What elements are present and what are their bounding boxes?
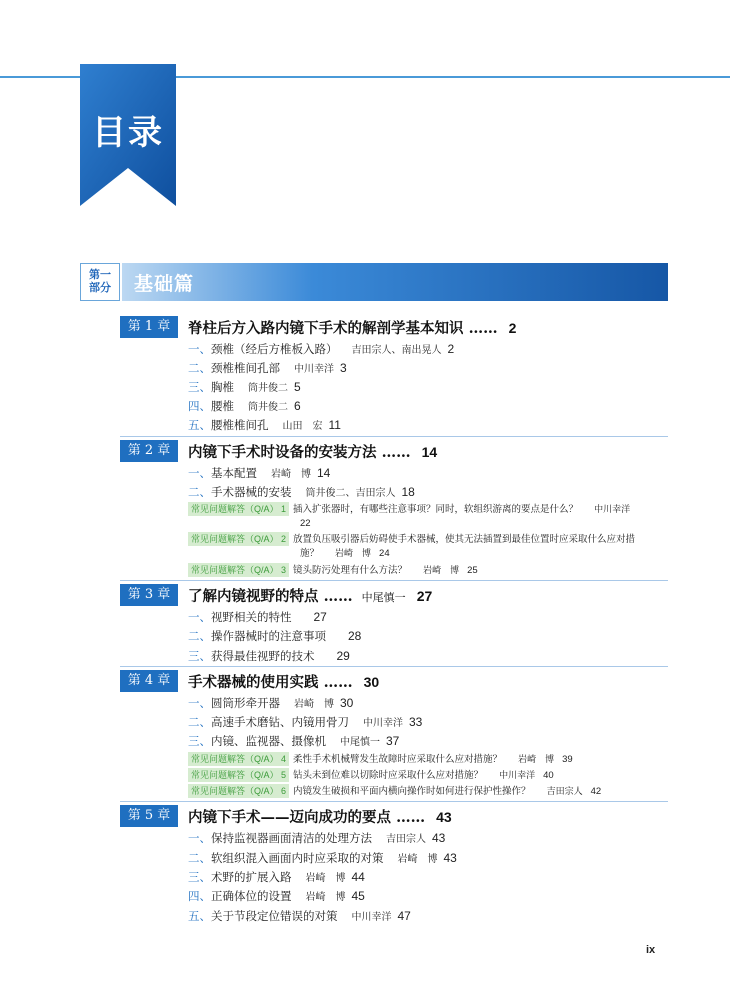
chapter-divider (120, 436, 668, 437)
chapter-title: 手术器械的使用实践 (188, 674, 319, 691)
qa-author: 中川幸洋 (594, 505, 631, 515)
entry-author: 岩崎 博 (305, 873, 346, 884)
toc-entry[interactable] (188, 695, 353, 711)
entry-page: 43 (443, 851, 457, 865)
entry-number: 二、 (188, 853, 211, 865)
qa-tag (188, 502, 289, 516)
toc-entry[interactable] (188, 417, 341, 433)
entry-number: 三、 (188, 736, 211, 748)
chapter-dots: …… (323, 674, 353, 691)
qa-author: 吉田宗人 (546, 787, 583, 797)
entry-page: 14 (317, 466, 331, 480)
qa-entry[interactable] (188, 752, 573, 767)
entry-title: 正确体位的设置 (211, 891, 292, 903)
toc-title: 目录 (92, 113, 164, 153)
toc-entry[interactable] (188, 908, 411, 924)
qa-author: 岩崎 博 (335, 549, 372, 559)
entry-page: 37 (386, 734, 400, 748)
entry-page: 33 (409, 715, 423, 729)
part-header (80, 263, 668, 301)
qa-entry[interactable] (188, 563, 478, 578)
chapter-title-row (188, 671, 379, 692)
qa-text-cont: 施？ (300, 548, 320, 559)
entry-number: 一、 (188, 344, 211, 356)
chapter-divider (120, 580, 668, 581)
entry-page: 5 (294, 380, 301, 394)
chapter-title: 内镜下手术时设备的安装方法 (188, 444, 377, 461)
entry-number: 三、 (188, 651, 211, 663)
entry-number: 二、 (188, 363, 211, 375)
toc-entry[interactable] (188, 648, 350, 664)
entry-page: 29 (336, 649, 350, 663)
entry-page: 45 (351, 889, 365, 903)
qa-page: 22 (300, 518, 311, 529)
chapter-dots: …… (468, 320, 498, 337)
toc-entry[interactable] (188, 379, 301, 395)
entry-page: 6 (294, 399, 301, 413)
chapter-author: 中尾慎一 (361, 591, 406, 604)
entry-title: 圆筒形牵开器 (211, 698, 280, 710)
qa-entry[interactable] (188, 768, 554, 783)
qa-text: 钻头未到位难以切除时应采取什么应对措施？ (293, 770, 484, 781)
part-title: 基础篇 (134, 273, 195, 295)
entry-number: 一、 (188, 698, 211, 710)
qa-text: 镜头防污处理有什么方法？ (293, 565, 408, 576)
chapter-divider (120, 801, 668, 802)
entry-title: 操作器械时的注意事项 (211, 631, 326, 643)
toc-entry[interactable] (188, 484, 415, 500)
entry-number: 二、 (188, 717, 211, 729)
qa-label: 常见问题解答（Q/A） (191, 504, 279, 514)
entry-number: 五、 (188, 420, 211, 432)
qa-entry[interactable] (188, 502, 630, 531)
chapter-dots: …… (381, 444, 411, 461)
qa-text: 插入扩张器时，有哪些注意事项？同时，软组织游离的要点是什么？ (293, 504, 579, 515)
entry-title: 视野相关的特性 (211, 612, 292, 624)
chapter-badge: 第 2 章 (120, 440, 178, 462)
toc-entry[interactable] (188, 733, 399, 749)
chapter-page: 43 (436, 809, 452, 825)
entry-number: 四、 (188, 401, 211, 413)
toc-entry[interactable] (188, 888, 365, 904)
part-tag-line2: 部分 (89, 282, 111, 294)
entry-number: 一、 (188, 833, 211, 845)
entry-title: 关于节段定位错误的对策 (211, 911, 338, 923)
entry-title: 保持监视器画面清洁的处理方法 (211, 833, 372, 845)
toc-entry[interactable] (188, 465, 330, 481)
qa-tag (188, 752, 289, 766)
chapter-title-row (188, 317, 516, 338)
entry-author: 筒井俊二 (248, 402, 288, 413)
entry-author: 中川幸洋 (351, 912, 392, 923)
entry-author: 筒井俊二、吉田宗人 (305, 488, 396, 499)
entry-title: 颈椎椎间孔部 (211, 363, 280, 375)
entry-page: 44 (351, 870, 365, 884)
qa-tag (188, 532, 289, 546)
entry-page: 27 (313, 610, 327, 624)
toc-entry[interactable] (188, 830, 445, 846)
entry-title: 手术器械的安装 (211, 487, 292, 499)
chapter-dots: …… (396, 809, 426, 826)
qa-page: 42 (590, 786, 602, 797)
entry-title: 高速手术磨钻、内镜用骨刀 (211, 717, 349, 729)
entry-number: 五、 (188, 911, 211, 923)
qa-tag (188, 768, 289, 782)
chapter-title: 内镜下手术——迈向成功的要点 (188, 809, 391, 826)
entry-title: 内镜、监视器、摄像机 (211, 736, 326, 748)
qa-label: 常见问题解答（Q/A） (191, 754, 279, 764)
entry-title: 腰椎 (211, 401, 234, 413)
chapter-badge: 第 1 章 (120, 316, 178, 338)
qa-number: 4 (281, 754, 287, 764)
qa-page: 24 (379, 548, 390, 559)
toc-entry[interactable] (188, 341, 454, 357)
chapter-title-row (188, 585, 432, 606)
qa-number: 1 (281, 504, 287, 514)
entry-author: 岩崎 博 (397, 854, 438, 865)
entry-page: 47 (397, 909, 411, 923)
entry-number: 一、 (188, 612, 211, 624)
entry-number: 三、 (188, 382, 211, 394)
entry-author: 山田 宏 (282, 421, 323, 432)
part-bar (122, 263, 668, 301)
entry-number: 二、 (188, 631, 211, 643)
entry-page: 11 (328, 418, 341, 432)
chapter-page: 27 (416, 588, 433, 604)
entry-page: 43 (432, 831, 446, 845)
entry-page: 18 (401, 485, 415, 499)
page-number: ix (646, 944, 656, 956)
chapter-badge: 第 3 章 (120, 584, 178, 606)
qa-tag (188, 784, 289, 798)
qa-author: 岩崎 博 (518, 755, 555, 765)
entry-author: 中川幸洋 (363, 718, 403, 729)
entry-number: 二、 (188, 487, 211, 499)
qa-label: 常见问题解答（Q/A） (191, 565, 279, 575)
chapter-title-row (188, 806, 452, 827)
chapter-title-row (188, 441, 437, 462)
chapter-page: 30 (363, 674, 380, 690)
chapter-page: 14 (421, 444, 438, 460)
entry-page: 3 (340, 361, 347, 375)
entry-title: 胸椎 (211, 382, 234, 394)
entry-author: 中尾慎一 (340, 737, 380, 748)
entry-author: 岩崎 博 (271, 469, 311, 480)
qa-page: 40 (543, 770, 554, 781)
qa-number: 2 (281, 534, 287, 544)
toc-entry[interactable] (188, 360, 347, 376)
qa-page: 39 (562, 754, 573, 765)
qa-number: 3 (281, 565, 287, 575)
entry-page: 28 (348, 629, 362, 643)
qa-page: 25 (467, 565, 478, 576)
entry-page: 2 (447, 342, 455, 356)
entry-author: 筒井俊二 (248, 383, 288, 394)
entry-title: 腰椎椎间孔 (211, 420, 269, 432)
entry-author: 岩崎 博 (294, 699, 334, 710)
entry-title: 基本配置 (211, 468, 257, 480)
entry-title: 获得最佳视野的技术 (211, 651, 315, 663)
qa-tag (188, 563, 289, 577)
chapter-badge: 第 5 章 (120, 805, 178, 827)
entry-number: 一、 (188, 468, 211, 480)
toc-entry[interactable] (188, 850, 457, 866)
toc-entry[interactable] (188, 609, 327, 625)
entry-author: 岩崎 博 (305, 892, 346, 903)
chapter-divider (120, 666, 668, 667)
toc-entry[interactable] (188, 628, 361, 644)
toc-entry[interactable] (188, 714, 422, 730)
entry-title: 术野的扩展入路 (211, 872, 292, 884)
qa-label: 常见问题解答（Q/A） (191, 770, 279, 780)
qa-text: 柔性手术机械臂发生故障时应采取什么应对措施？ (293, 754, 503, 765)
entry-title: 软组织混入画面内时应采取的对策 (211, 853, 384, 865)
qa-number: 6 (281, 786, 287, 796)
entry-author: 吉田宗人 (386, 834, 426, 845)
chapter-title: 了解内镜视野的特点 (188, 588, 319, 605)
part-tag-line1: 第一 (89, 269, 111, 281)
part-tag (80, 263, 120, 301)
entry-number: 四、 (188, 891, 211, 903)
entry-title: 颈椎（经后方椎板入路） (211, 344, 338, 356)
chapter-badge: 第 4 章 (120, 670, 178, 692)
entry-page: 30 (340, 696, 354, 710)
qa-author: 岩崎 博 (423, 566, 460, 576)
qa-number: 5 (281, 770, 287, 780)
entry-author: 中川幸洋 (294, 364, 334, 375)
qa-author: 中川幸洋 (499, 771, 536, 781)
qa-text: 放置负压吸引器后妨碍使手术器械，使其无法插置到最佳位置时应采取什么应对措 (293, 534, 636, 545)
toc-entry[interactable] (188, 398, 301, 414)
qa-text: 内镜发生破损和平面内横向操作时如何进行保护性操作？ (293, 786, 531, 797)
toc-entry[interactable] (188, 869, 365, 885)
chapter-title: 脊柱后方入路内镜下手术的解剖学基本知识 (188, 320, 464, 337)
qa-label: 常见问题解答（Q/A） (191, 786, 279, 796)
entry-number: 三、 (188, 872, 211, 884)
chapter-page: 2 (508, 320, 517, 336)
entry-author: 吉田宗人、南出晃人 (351, 345, 442, 356)
qa-label: 常见问题解答（Q/A） (191, 534, 279, 544)
qa-entry[interactable] (188, 784, 601, 799)
qa-entry[interactable] (188, 532, 635, 561)
chapter-dots: …… (323, 588, 353, 605)
